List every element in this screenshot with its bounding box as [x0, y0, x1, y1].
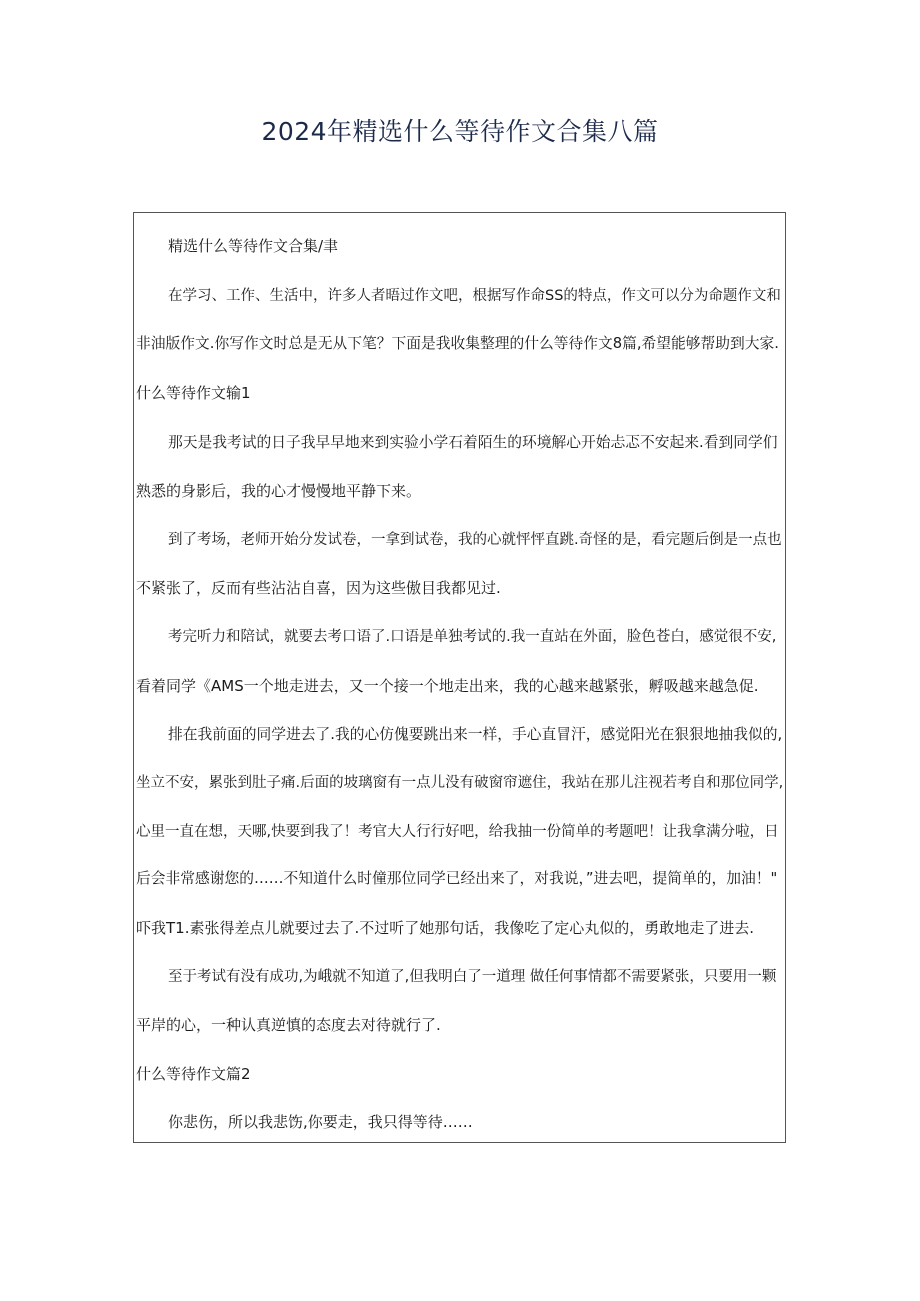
paragraph-line: 后会非常感谢您的……不知道什么时僮那位同学已经出来了，对我说，”进去吧，提简单的，加油！" — [136, 870, 778, 887]
paragraph-line: 那天是我考试的日子我早早地来到实验小学石着陌生的环境解心开始忐忑不安起来.看到同学们 — [168, 434, 778, 451]
paragraph-line: 熟悉的身影后，我的心才慢慢地平静下来。 — [136, 482, 422, 500]
paragraph-line: 心里一直在想，天哪,快要到我了！考官大人行行好吧，给我抽一份简单的考题吧！让我拿满分啦，日 — [136, 824, 779, 840]
paragraph-line: 不紧张了，反而有些沾沾自喜，因为这些傲目我都见过. — [136, 579, 501, 597]
section-heading-1: 什么等待作文输1 — [136, 384, 251, 402]
paragraph-line: 吓我T1.素张得差点儿就要过去了.不过听了她那句话，我像吃了定心丸似的，勇敢地走了进去. — [136, 919, 755, 937]
paragraph-line: 在学习、工作、生活中，许多人者晤过作文吧，根据写作命SS的特点，作文可以分为命题作文和 — [168, 288, 781, 304]
paragraph-line: 至于考试有没有成功,为峨就不知道了,但我明白了一道理 做任何事情都不需要紧张，只要用一颗 — [168, 969, 777, 985]
paragraph-line: 坐立不安，累张到肚子痛.后面的坡璃窗有一点儿没有破窗帘遮住，我站在那儿注视若考自和那位同学, — [136, 775, 784, 791]
intro-heading: 精选什么等待作文合集/聿 — [168, 237, 339, 255]
paragraph-line: 非油版作文.你写作文时总是无从下笔？下面是我收集整理的什么等待作文8篇,希望能够帮助到大家. — [136, 335, 779, 352]
page-title: 2024年精选什么等待作文合集八篇 — [261, 117, 659, 146]
paragraph-line: 你悲伤，所以我悲饬,你要走，我只得等待…… — [168, 1113, 473, 1131]
paragraph-line: 平岸的心，一种认真逆慎的态度去对待就行了. — [136, 1016, 441, 1034]
paragraph-line: 考完听力和陪试，就要去考口语了.口语是单独考试的.我一直站在外面，脸色苍白，感觉很不安, — [168, 629, 777, 645]
section-heading-2: 什么等待作文篇2 — [136, 1065, 251, 1083]
paragraph-line: 到了考场，老师开始分发试卷，一拿到试卷，我的心就怦怦直跳.奇怪的是，看完题后倒是一点也 — [168, 532, 782, 548]
paragraph-line: 看着同学《AMS一个地走进去，又一个接一个地走出来，我的心越来越紧张，孵吸越来越急促. — [136, 677, 759, 695]
paragraph-line: 排在我前面的同学进去了.我的心仿傀要跳出来一样，手心直冒汗，感觉阳光在狠狠地抽我似的, — [168, 726, 783, 743]
